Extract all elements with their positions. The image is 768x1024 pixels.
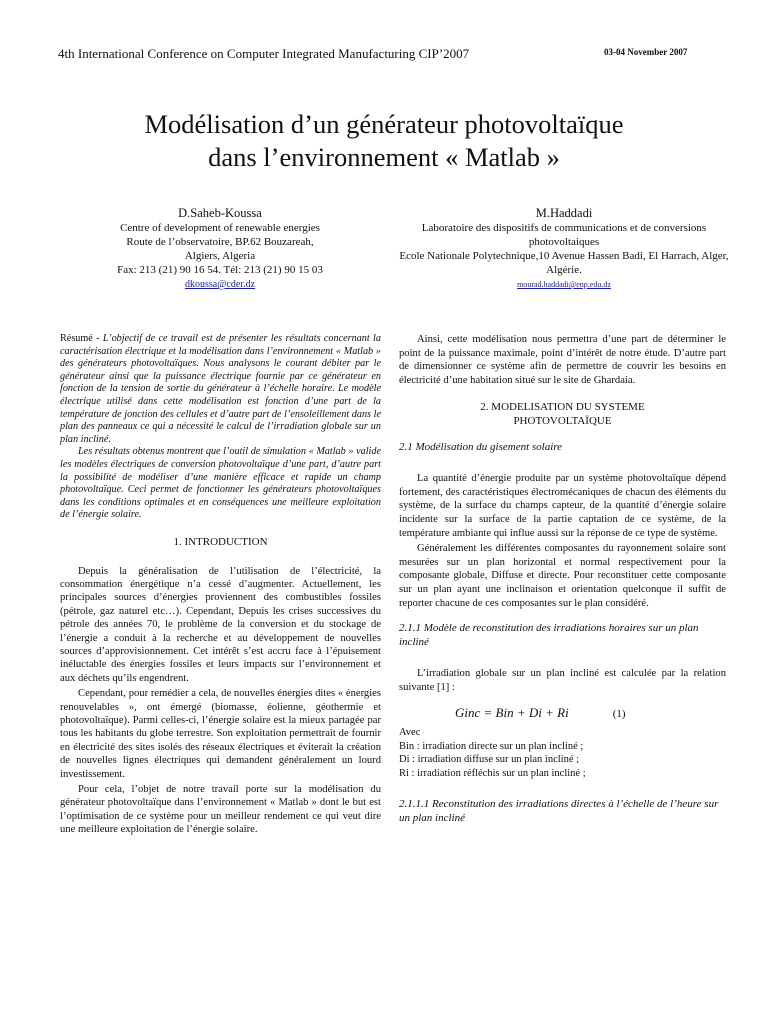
body-paragraph: Généralement les différentes composantes du rayonnement solaire sont mesurées sur un plan horizontal et normal respectivement pour la composante globale, Diffuse et directe. Pour reconstituer cette composante sur un plan ayant une inclinaison et orientation quelconque il suffit de reporter chacune de ces composantes sur le plan considéré. — [399, 543, 726, 609]
title-line-1: Modélisation d’un générateur photovoltaïque — [144, 109, 624, 139]
abstract-text: L’objectif de ce travail est de présenter les résultats concernant la caractérisation électrique et la modélisation dans l’environnement « Matlab » des générateurs photovoltaïques. Nous analysons le courant débiter par le générateur ainsi que la puissance électrique fournie par ce générateur en fonction de la tension de sortie du générateur à l’échelle horaire. Le modèle électrique utilisé dans cette modélisation est fonction d’une part de la température de jonction des cellules et d’autre part de l’ensoleillement dans le plan des panneaux ce qui a nécessité le calcul de l’irradiation globale sur un plan incliné. — [60, 333, 381, 445]
definition-line: Di : irradiation diffuse sur un plan incliné ; — [399, 754, 580, 766]
abstract-text: Les résultats obtenus montrent que l’outil de simulation « Matlab » valide les modèles électriques de conversion photovoltaïque d’une part, d’autre part la possibilité de modéliser d’une manière efficace et rapide un champ photovoltaïque. Ceci permet de fonctionner les générateurs photovoltaïques dans les conditions optimales et en conséquences une meilleure exploitation de l’énergie solaire. — [60, 446, 381, 521]
body-paragraph: Cependant, pour remédier a cela, de nouvelles énergies dites « énergies renouvelables », ont émergé (biomasse, éolienne, géothermie et photovoltaïque). Parmi celles-ci, l’énergie solaire est la mieux partagée par tous les habitants du globe terrestre. Son exploitation permettrait de fournir en électricité des sites isolés des réseaux électriques et éviterait la création de nouvelles lignes électriques qui demandent généralement un lourd investissement. — [60, 688, 381, 780]
section-heading-line: PHOTOVOLTAÏQUE — [513, 414, 612, 427]
equation-number: (1) — [612, 708, 626, 721]
author-block-1 — [60, 206, 380, 292]
right-column — [399, 333, 726, 826]
author-affil-line: Fax: 213 (21) 90 16 54. Tél: 213 (21) 90 15 03 — [117, 264, 323, 276]
author-email-link[interactable]: dkoussa@cder.dz — [184, 279, 256, 290]
title-line-2: dans l’environnement « Matlab » — [208, 142, 560, 172]
subsection-heading: 2.1.1 Modèle de reconstitution des irradiations horaires sur un plan incliné — [399, 622, 699, 648]
body-paragraph: La quantité d’énergie produite par un système photovoltaïque dépend fortement, des caractéristiques électromécaniques de chacun des éléments du système, de la surface du champs capteur, de la quantité d’énergie solaire incidente sur la surface de la partie captation de ce système, de la température ambiante qui influe aussi sur la réponse de ce type de système. — [399, 473, 726, 539]
author-email-link[interactable]: mourad.haddadi@enp.edu.dz — [517, 280, 611, 289]
author-name: D.Saheb-Koussa — [178, 206, 262, 220]
section-heading-introduction: 1. INTRODUCTION — [173, 535, 268, 548]
author-name: M.Haddadi — [535, 206, 593, 220]
author-affil-line: Laboratoire des dispositifs de communications et de conversions photovoltaiques — [421, 222, 707, 248]
body-paragraph: Ainsi, cette modélisation nous permettra d’une part de déterminer le point de la puissance maximale, point d’intérêt de notre étude. D’autre part de dimensionner ce système afin de permettre de couvrir les besoins en électricité d’une habitation situé sur le site de Ghardaia. — [399, 334, 726, 386]
abstract-paragraph — [60, 333, 381, 446]
author-affil-line: Centre of development of renewable energies — [120, 222, 320, 234]
abstract-label: Résumé - — [60, 333, 103, 344]
equation-text: Ginc = Bin + Di + Ri — [455, 705, 569, 721]
abstract-paragraph — [60, 446, 381, 522]
definition-intro: Avec — [399, 727, 421, 739]
subsection-heading: 2.1.1.1 Reconstitution des irradiations directes à l’échelle de l’heure sur un plan incliné — [399, 798, 719, 825]
equation — [399, 706, 726, 722]
author-affil-line: Ecole Nationale Polytechnique,10 Avenue Hassen Badi, El Harrach, Alger, Algérie. — [399, 250, 729, 276]
definition-line: Bin : irradiation directe sur un plan incliné ; — [399, 740, 584, 752]
definition-line: Ri : irradiation réfléchis sur un plan incliné ; — [399, 767, 586, 779]
conference-header: 4th International Conference on Computer Integrated Manufacturing CIP’2007 — [58, 46, 470, 61]
body-paragraph: Depuis la généralisation de l’utilisation de l’électricité, la consommation énergétique n’a cessé d’augmenter. Actuellement, les principales sources d’énergies proviennent des combustibles fossiles (pétrole, gaz naturel etc…). Cependant, Depuis les crises successives du pétrole des années 70, le problème de la conversion et du stockage de l’énergie a conduit à la recherche et au développement de nouvelles sources d’approvisionnement. Cet intérêt s’est accru face à l’épuisement inéluctable des énergies fossiles et leurs impacts sur l’environnement et aux déchets qu’ils engendrent. — [60, 565, 381, 684]
author-block-2 — [392, 206, 736, 292]
body-paragraph: L’irradiation globale sur un plan incliné est calculée par la relation suivante [1] : — [399, 668, 726, 693]
body-paragraph: Pour cela, l’objet de notre travail porte sur la modélisation du générateur photovoltaïque dans l’environnement « Matlab » dont le but est l’optimisation de ce système pour un meilleur rendement ce qui veut dire une meilleure exploitation de l’énergie solaire. — [60, 784, 381, 836]
paper-title — [0, 108, 768, 174]
section-heading-line: 2. MODELISATION DU SYSTEME — [480, 401, 645, 414]
left-column — [60, 333, 381, 837]
author-affil-line: Algiers, Algeria — [184, 250, 256, 262]
author-affil-line: Route de l’observatoire, BP.62 Bouzareah, — [126, 236, 314, 248]
conference-date: 03-04 November 2007 — [604, 47, 688, 57]
subsection-heading: 2.1 Modélisation du gisement solaire — [399, 440, 563, 453]
